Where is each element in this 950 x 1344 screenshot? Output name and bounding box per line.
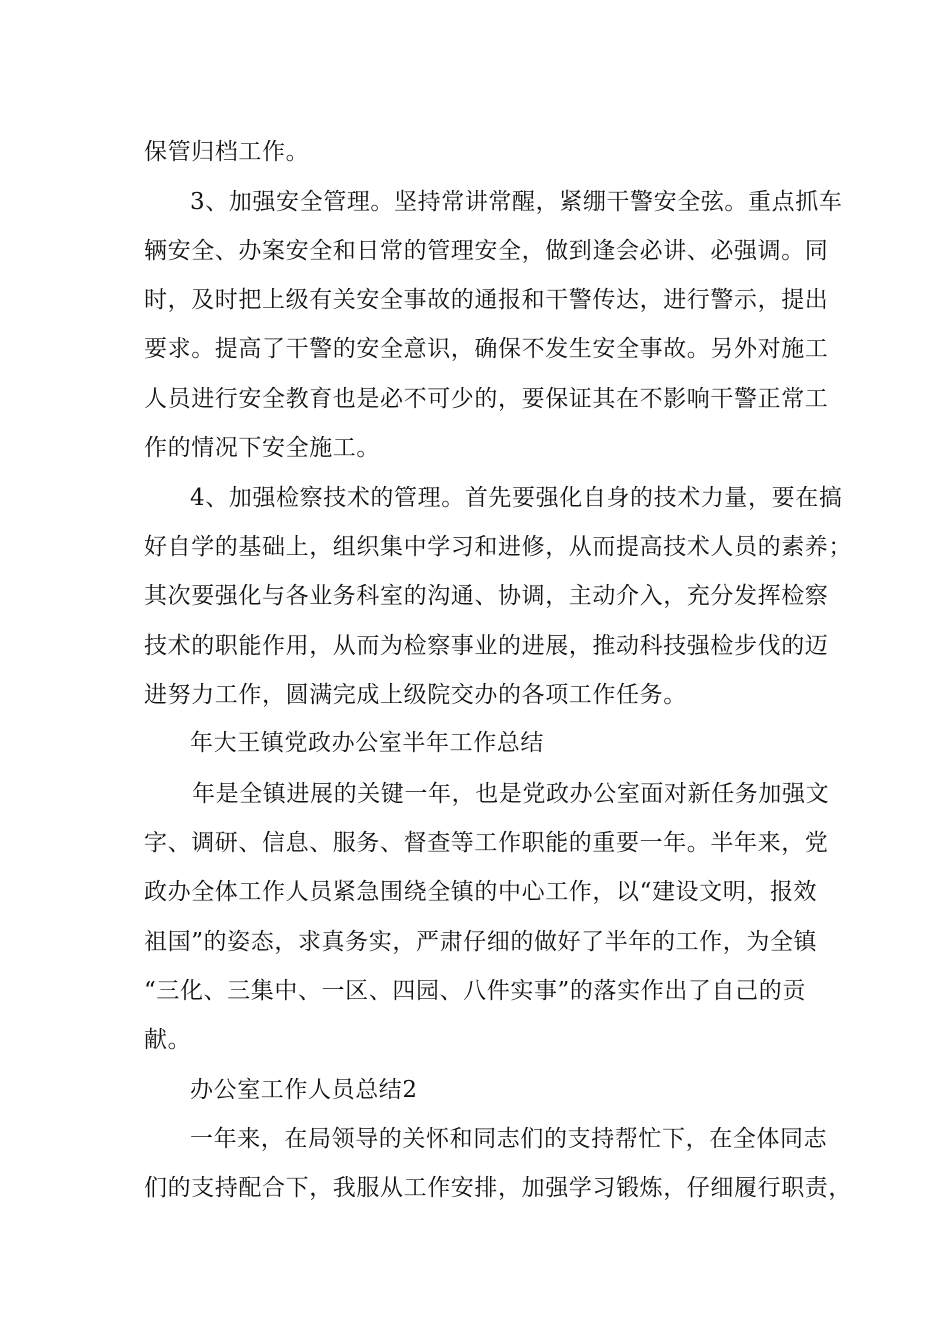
text-line: 4、加强检察技术的管理。首先要强化自身的技术力量，要在搞 bbox=[190, 485, 843, 511]
text-line: 人员进行安全教育也是必不可少的，要保证其在不影响干警正常工 bbox=[144, 386, 829, 412]
text-line: 字、调研、信息、服务、督查等工作职能的重要一年。半年来，党 bbox=[144, 830, 829, 856]
text-line: 保管归档工作。 bbox=[144, 139, 310, 165]
text-line: 技术的职能作用，从而为检察事业的进展，推动科技强检步伐的迈 bbox=[144, 633, 829, 659]
text-line: 要求。提高了干警的安全意识，确保不发生安全事故。另外对施工 bbox=[144, 336, 829, 362]
section-heading: 年大王镇党政办公室半年工作总结 bbox=[190, 730, 544, 756]
text-line: 献。 bbox=[144, 1027, 192, 1053]
text-line: 年是全镇进展的关键一年，也是党政办公室面对新任务加强文 bbox=[192, 781, 830, 807]
text-line: 时，及时把上级有关安全事故的通报和干警传达，进行警示，提出 bbox=[144, 287, 829, 313]
text-line: 辆安全、办案安全和日常的管理安全，做到逢会必讲、必强调。同 bbox=[144, 238, 829, 264]
section-heading: 办公室工作人员总结2 bbox=[190, 1077, 418, 1103]
text-line: 好自学的基础上，组织集中学习和进修，从而提高技术人员的素养； bbox=[144, 534, 852, 560]
text-line: 一年来，在局领导的关怀和同志们的支持帮忙下，在全体同志 bbox=[190, 1126, 828, 1152]
text-line: 3、加强安全管理。坚持常讲常醒，紧绷干警安全弦。重点抓车 bbox=[190, 189, 843, 215]
text-line: 政办全体工作人员紧急围绕全镇的中心工作，以“建设文明，报效 bbox=[144, 879, 818, 905]
text-line: “三化、三集中、一区、四园、八件实事”的落实作出了自己的贡 bbox=[144, 978, 806, 1004]
text-line: 作的情况下安全施工。 bbox=[144, 435, 380, 461]
text-line: 进努力工作，圆满完成上级院交办的各项工作任务。 bbox=[144, 682, 687, 708]
text-line: 祖国”的姿态，求真务实，严肃仔细的做好了半年的工作，为全镇 bbox=[144, 929, 818, 955]
text-line: 其次要强化与各业务科室的沟通、协调，主动介入，充分发挥检察 bbox=[144, 583, 829, 609]
text-line: 们的支持配合下，我服从工作安排，加强学习锻炼，仔细履行职责， bbox=[144, 1175, 852, 1201]
